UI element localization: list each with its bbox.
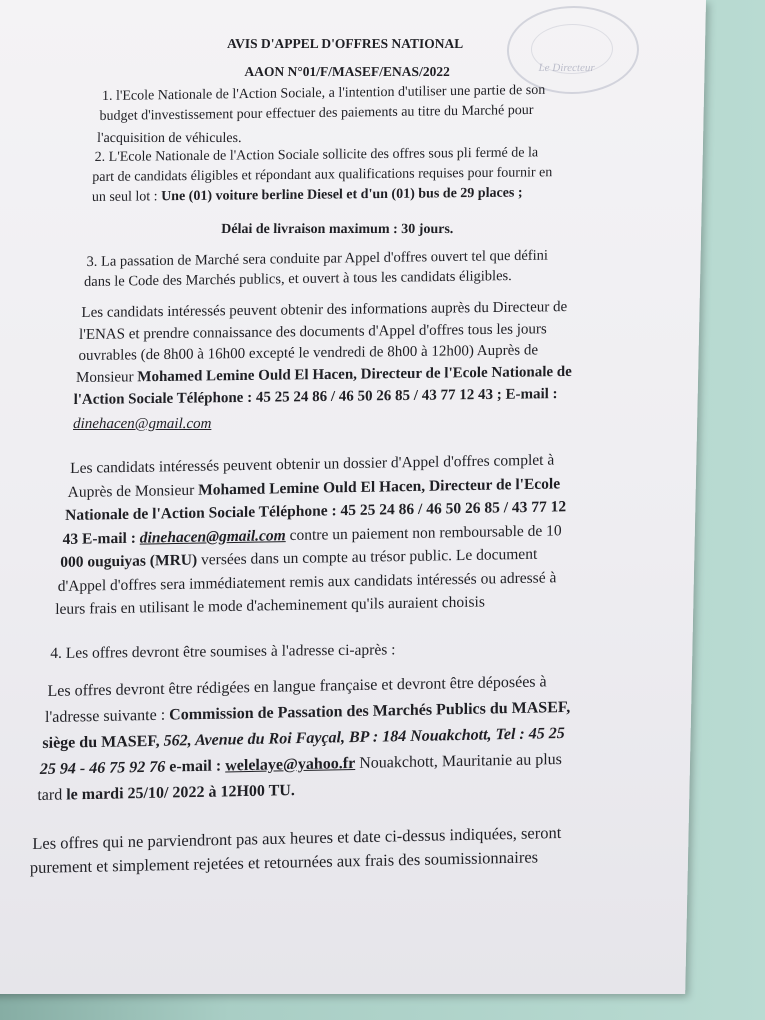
p6-line-4 [40,751,562,779]
p2-line-1: 2. L'Ecole Nationale de l'Action Sociale sollicite des offres sous pli fermé de la [94,145,539,165]
p4-director-name: Mohamed Lemine Ould El Hacen, Directeur de l'Ecole Nationale de [137,363,572,386]
lot-description: Une (01) voiture berline Diesel et d'un (01) bus de 29 places ; [161,185,523,205]
p5-email-label: 43 E-mail : [62,529,140,548]
p5-line-5 [60,546,537,572]
p4-monsieur: Monsieur [76,369,138,386]
p4-line-3: ouvrables (de 8h00 à 16h00 excepté le vendredi de 8h00 à 12h00) Auprès de [78,342,539,364]
p6-tard: tard [37,786,67,804]
p5-line-1: Les candidats intéressés peuvent obtenir un dossier d'Appel d'offres complet à [70,451,555,477]
p6-line-3 [42,725,564,753]
p4-line-4 [76,364,572,387]
p1-line-3: l'acquisition de véhicules. [96,131,242,146]
notice-reference: AAON N°01/F/MASEF/ENAS/2022 [244,64,450,79]
p2-line-3 [92,185,523,206]
p3-line-1: 3. La passation de Marché sera conduite par Appel d'offres ouvert tel que défini [86,247,549,270]
p3-line-2: dans le Code des Marchés publics, et ouvert à tous les candidats éligibles. [84,268,512,290]
p6-deadline: le mardi 25/10/ 2022 à 12H00 TU. [66,782,295,804]
p6-address-label: l'adresse suivante : [44,706,170,726]
p4-email-link[interactable]: dinehacen@gmail.com [72,416,212,432]
p6-line-5 [37,782,295,805]
p5-email-link[interactable]: dinehacen@gmail.com [139,527,286,547]
p2-line-2: part de candidats éligibles et répondant aux qualifications requises pour fournir en [92,165,553,185]
stamp-text: Le Directeur [538,62,595,74]
p1-line-1: 1. l'Ecole Nationale de l'Action Sociale, a l'intention d'utiliser une partie de son [101,82,546,104]
p6-phone-numbers: 25 94 - 46 75 92 76 [39,758,166,778]
p6-line-2 [45,699,570,727]
p6-heading: 4. Les offres devront être soumises à l'adresse ci-après : [50,641,396,662]
p6-commission-name: Commission de Passation des Marchés Publics du MASEF, [169,698,571,724]
p5-aupres: Auprès de Monsieur [67,481,199,501]
notice-title: AVIS D'APPEL D'OFFRES NATIONAL [226,36,464,51]
p5-line-3: Nationale de l'Action Sociale Téléphone : 45 25 24 86 / 46 50 26 85 / 43 77 12 [65,498,567,524]
p5-line-7: leurs frais en utilisant le mode d'acheminement qu'ils auraient choisis [55,593,485,618]
p2-line-3-lead: un seul lot : [91,189,162,205]
p6-seat: siège du MASEF, [42,732,164,752]
p5-fee-amount: 000 ouguiyas (MRU) [60,551,198,571]
p5-fee-text: versées dans un compte au trésor public. Le document [197,545,538,569]
p1-line-2: budget d'investissement pour effectuer des paiements au titre du Marché pour [99,102,534,124]
p5-line-6: d'Appel d'offres sera immédiatement remis aux candidats intéressés ou adressé à [57,569,557,595]
p6-email-link[interactable]: welelaye@yahoo.fr [225,754,356,775]
p7-line-1: Les offres qui ne parviendront pas aux heures et date ci-dessus indiquées, seront [32,822,562,853]
p5-director-name: Mohamed Lemine Ould El Hacen, Directeur de l'Ecole [198,475,561,499]
p5-line-4 [63,522,562,549]
p4-line-1: Les candidats intéressés peuvent obtenir des informations auprès du Directeur de [81,299,568,321]
p4-line-2: l'ENAS et prendre connaissance des documents d'Appel d'offres tous les jours [78,321,547,343]
p6-email-label: e-mail : [165,757,226,776]
p6-line-1: Les offres devront être rédigées en langue française et devront être déposées à [47,673,547,700]
p6-street-address: 562, Avenue du Roi Fayçal, BP : 184 Nouakchott, Tel : 45 25 [163,724,565,750]
p5-payment-text: contre un paiement non remboursable de 10 [285,522,562,545]
p6-city: Nouakchott, Mauritanie au plus [355,750,562,772]
p4-line-5: l'Action Sociale Téléphone : 45 25 24 86 / 46 50 26 85 / 43 77 12 43 ; E-mail : [73,386,558,408]
p5-line-2 [68,475,561,502]
delivery-deadline: Délai de livraison maximum : 30 jours. [221,222,454,237]
p7-line-2: purement et simplement rejetées et retournées aux frais des soumissionnaires [29,847,539,877]
